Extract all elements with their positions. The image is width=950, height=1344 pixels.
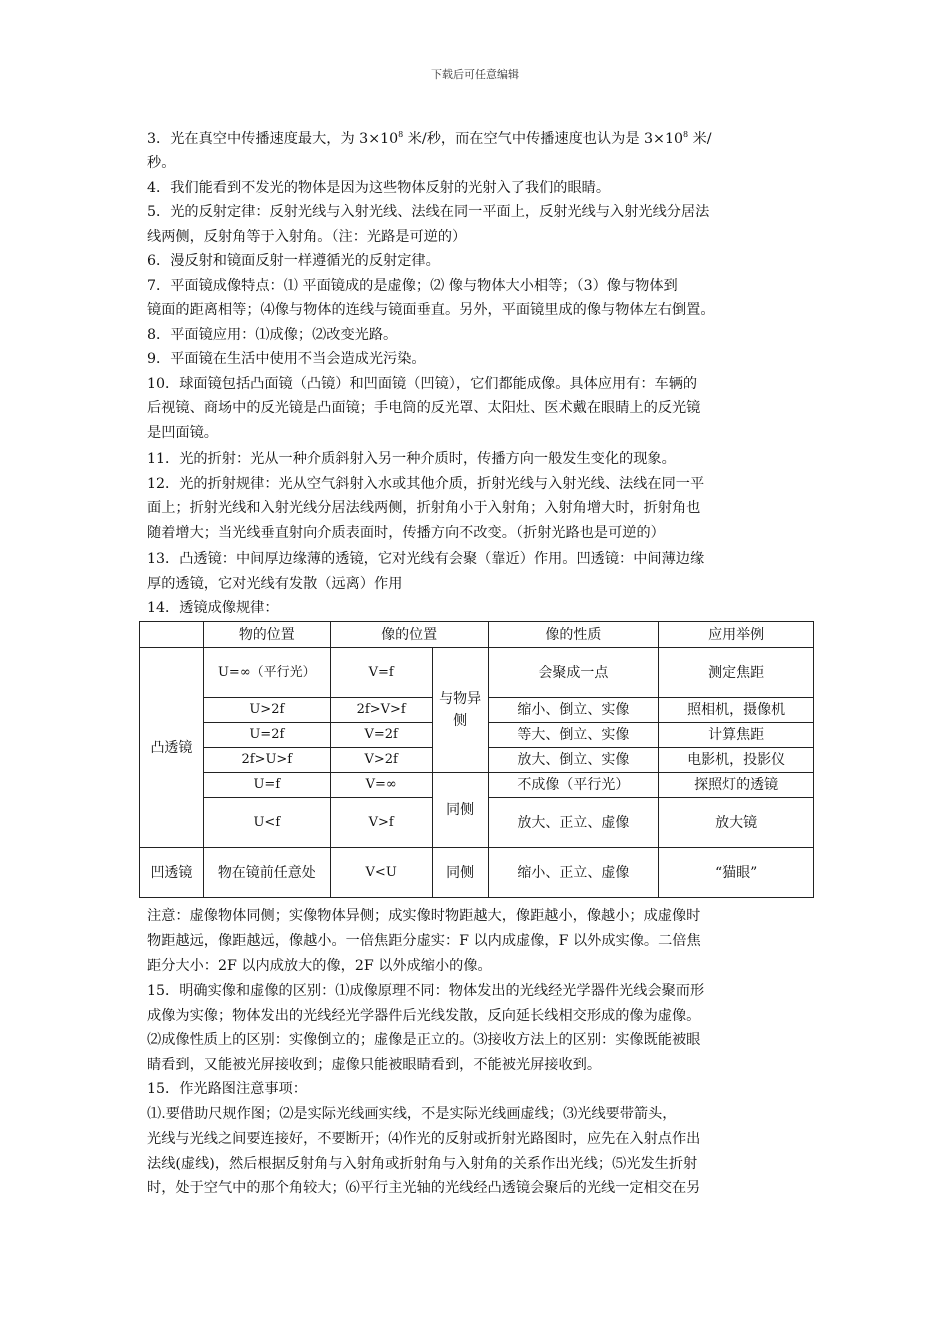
paragraph-5-line1: 5．光的反射定律：反射光线与入射光线、法线在同一平面上，反射光线与入射光线分居法 [147, 204, 710, 220]
header-object-position: 物的位置 [203, 622, 330, 648]
image-nature-cell: 放大、倒立、实像 [488, 748, 659, 773]
object-position-cell: U>2f [203, 698, 330, 723]
header-image-position: 像的位置 [330, 622, 488, 648]
application-cell: 计算焦距 [659, 723, 814, 748]
paragraph-10-line1: 10．球面镜包括凸面镜（凸镜）和凹面镜（凹镜），它们都能成像。具体应用有：车辆的 [147, 376, 698, 392]
note-line3: 距分大小：2F 以内成放大的像，2F 以外成缩小的像。 [147, 958, 492, 974]
note-line1: 注意：虚像物体同侧；实像物体异侧；成实像时物距越大，像距越小，像越小；成虚像时 [147, 908, 701, 924]
object-position-cell: U=2f [203, 723, 330, 748]
note-line2: 物距越远，像距越远，像越小。一倍焦距分虚实：F 以内成虚像，F 以外成实像。二倍焦 [147, 933, 701, 949]
lens-imaging-table [139, 621, 814, 898]
image-nature-cell: 会聚成一点 [488, 648, 659, 698]
convex-lens-label: 凸透镜 [140, 648, 204, 848]
table-header-row [140, 622, 814, 648]
image-nature-cell: 缩小、正立、虚像 [488, 848, 659, 898]
same-side-cell: 同侧 [432, 848, 488, 898]
application-cell: 放大镜 [659, 798, 814, 848]
table-row [140, 848, 814, 898]
paragraph-11: 11．光的折射：光从一种介质斜射入另一种介质时，传播方向一般发生变化的现象。 [147, 451, 676, 467]
paragraph-8: 8．平面镜应用：⑴成像；⑵改变光路。 [147, 327, 398, 343]
paragraph-6: 6．漫反射和镜面反射一样遵循光的反射定律。 [147, 253, 440, 269]
paragraph-16-line1: ⑴.要借助尺规作图；⑵是实际光线画实线，不是实际光线画虚线；⑶光线要带箭头， [147, 1106, 677, 1122]
table-corner-cell [140, 622, 204, 648]
paragraph-16-line4: 时，处于空气中的那个角较大；⑹平行主光轴的光线经凸透镜会聚后的光线一定相交在另 [147, 1180, 701, 1196]
image-position-cell: V=∞ [330, 773, 432, 798]
concave-lens-label: 凹透镜 [140, 848, 204, 898]
paragraph-15-line3: ⑵成像性质上的区别：实像倒立的；虚像是正立的。⑶接收方法上的区别：实像既能被眼 [147, 1032, 701, 1048]
image-position-cell: V<U [330, 848, 432, 898]
object-position-cell: U=f [203, 773, 330, 798]
paragraph-10-line2: 后视镜、商场中的反光镜是凸面镜；手电筒的反光罩、太阳灶、医术戴在眼睛上的反光镜 [147, 400, 701, 416]
image-nature-cell: 不成像（平行光） [488, 773, 659, 798]
paragraph-12-line1: 12．光的折射规律：光从空气斜射入水或其他介质，折射光线与入射光线、法线在同一平 [147, 476, 705, 492]
image-position-cell: V>2f [330, 748, 432, 773]
paragraph-3: 3．光在真空中传播速度最大，为 $3\times 10^8$ 米/秒，而在空气中传播速度也认为是 $3\times 10^8$ 米/ [147, 130, 712, 147]
paragraph-5-line2: 线两侧，反射角等于入射角。（注：光路是可逆的） [147, 229, 467, 245]
header-application: 应用举例 [659, 622, 814, 648]
same-side-cell: 同侧 [432, 773, 488, 848]
paragraph-14-title: 14．透镜成像规律： [147, 600, 279, 616]
object-position-cell: 物在镜前任意处 [203, 848, 330, 898]
paragraph-10-line3: 是凹面镜。 [147, 425, 218, 441]
image-position-cell: V>f [330, 798, 432, 848]
paragraph-15-line2: 成像为实像；物体发出的光线经光学器件后光线发散，反向延长线相交形成的像为虚像。 [147, 1008, 701, 1024]
paragraph-7-line1: 7．平面镜成像特点：⑴ 平面镜成的是虚像；⑵ 像与物体大小相等；（3）像与物体到 [147, 278, 678, 294]
image-position-cell: V=2f [330, 723, 432, 748]
paragraph-3-cont: 秒。 [147, 155, 176, 171]
image-position-cell: V=f [330, 648, 432, 698]
paragraph-9: 9．平面镜在生活中使用不当会造成光污染。 [147, 351, 426, 367]
table-row [140, 773, 814, 798]
object-position-cell: 2f>U>f [203, 748, 330, 773]
paragraph-4: 4．我们能看到不发光的物体是因为这些物体反射的光射入了我们的眼睛。 [147, 180, 611, 196]
application-cell: 照相机，摄像机 [659, 698, 814, 723]
page-header: 下载后可任意编辑 [431, 68, 519, 81]
paragraph-13-line1: 13．凸透镜：中间厚边缘薄的透镜，它对光线有会聚（靠近）作用。凹透镜：中间薄边缘 [147, 551, 705, 567]
paragraph-13-line2: 厚的透镜，它对光线有发散（远离）作用 [147, 576, 403, 592]
paragraph-16-title: 15．作光路图注意事项： [147, 1081, 307, 1097]
paragraph-15-line4: 睛看到，又能被光屏接收到；虚像只能被眼睛看到，不能被光屏接收到。 [147, 1057, 602, 1073]
image-nature-cell: 缩小、倒立、实像 [488, 698, 659, 723]
image-nature-cell: 放大、正立、虚像 [488, 798, 659, 848]
paragraph-16-line2: 光线与光线之间要连接好，不要断开；⑷作光的反射或折射光路图时，应先在入射点作出 [147, 1131, 701, 1147]
object-position-cell: U<f [203, 798, 330, 848]
opposite-side-cell: 与物异侧 [432, 648, 488, 773]
application-cell: “猫眼” [659, 848, 814, 898]
paragraph-15-line1: 15．明确实像和虚像的区别：⑴成像原理不同：物体发出的光线经光学器件光线会聚而形 [147, 983, 705, 999]
application-cell: 探照灯的透镜 [659, 773, 814, 798]
table-row [140, 648, 814, 698]
paragraph-12-line3: 随着增大；当光线垂直射向介质表面时，传播方向不改变。（折射光路也是可逆的） [147, 525, 665, 541]
paragraph-16-line3: 法线(虚线)，然后根据反射角与入射角或折射角与入射角的关系作出光线；⑸光发生折射 [147, 1156, 698, 1172]
paragraph-7-line2: 镜面的距离相等；⑷像与物体的连线与镜面垂直。另外，平面镜里成的像与物体左右倒置。 [147, 302, 715, 318]
paragraph-12-line2: 面上；折射光线和入射光线分居法线两侧，折射角小于入射角；入射角增大时，折射角也 [147, 500, 701, 516]
object-position-cell: U=∞（平行光） [203, 648, 330, 698]
image-position-cell: 2f>V>f [330, 698, 432, 723]
application-cell: 电影机，投影仪 [659, 748, 814, 773]
application-cell: 测定焦距 [659, 648, 814, 698]
header-image-nature: 像的性质 [488, 622, 659, 648]
image-nature-cell: 等大、倒立、实像 [488, 723, 659, 748]
